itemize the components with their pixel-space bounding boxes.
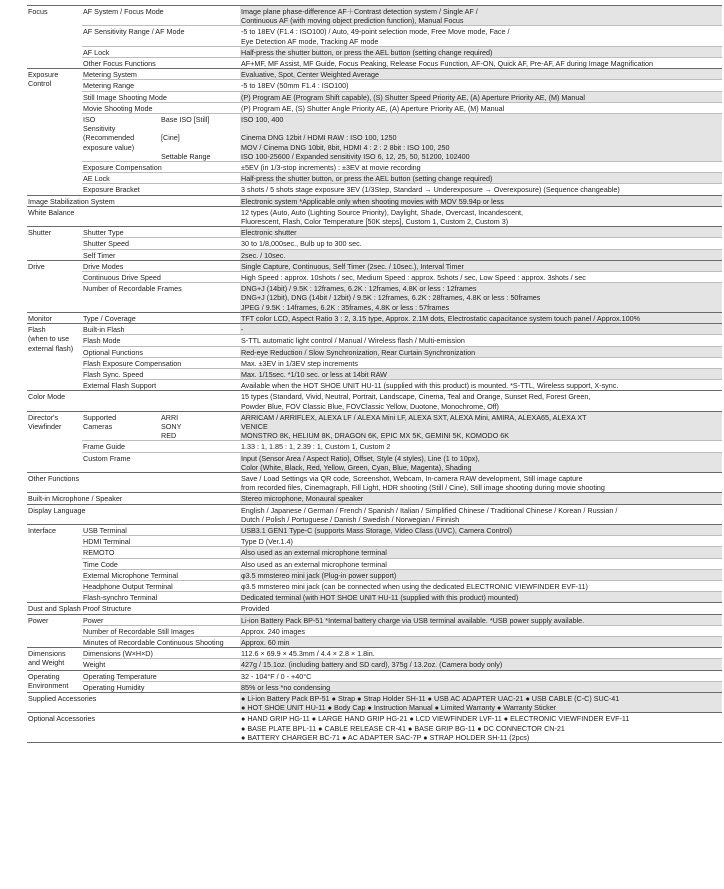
spec-value: Also used as an external microphone terminal — [241, 559, 387, 569]
spec-value: Electronic shutter — [240, 227, 722, 237]
spec-section — [27, 323, 722, 390]
spec-value: Red-eye Reduction / Slow Synchronization, Rear Curtain Synchronization — [240, 347, 722, 357]
spec-value: 112.6 × 69.9 × 45.3mm / 4.4 × 2.8 × 1.8in. — [241, 649, 375, 659]
spec-section — [27, 312, 722, 323]
spec-key: Flash Sync. Speed — [83, 369, 144, 379]
spec-value: USB3.1 GEN1 Type-C (supports Mass Storage, Video Class (UVC), Camera Control) — [240, 525, 722, 535]
spec-key-main: ISO Sensitivity (Recommended exposure value) — [83, 115, 135, 152]
spec-row — [82, 357, 722, 368]
spec-row — [82, 334, 722, 345]
spec-value: Image plane phase-difference AF＋Contrast detection system / Single AF / Continuous AF (with moving object prediction function), Manual Focus — [240, 6, 722, 25]
section-rows — [82, 261, 722, 312]
spec-key — [82, 412, 240, 441]
spec-value: TFT color LCD, Aspect Ratio 3 : 2, 3.15 type, Approx. 2.1M dots, Electrostatic capacitance system touch panel / Approx.100% — [240, 313, 722, 323]
spec-sheet — [27, 5, 722, 743]
spec-row — [82, 558, 722, 569]
spec-section — [27, 647, 722, 669]
spec-value: φ3.5 mmstereo mini jack (can be connected when using the dedicated ELECTRONIC VIEWFINDER EVF-11) — [241, 581, 588, 591]
spec-row — [82, 546, 722, 557]
spec-value: Dedicated terminal (with HOT SHOE UNIT HU-11 (supplied with this product) mounted) — [240, 592, 722, 602]
spec-key: Dimensions (W×H×D) — [83, 649, 153, 659]
spec-section — [27, 504, 722, 524]
spec-value: 32 - 104°F / 0 - +40°C — [241, 671, 312, 681]
section-rows — [82, 412, 722, 472]
section-label: Dust and Splash Proof Structure — [28, 604, 132, 614]
section-label: White Balance — [28, 207, 75, 217]
section-rows — [82, 671, 722, 692]
section-category: Flash (when to use external flash) — [28, 325, 74, 353]
spec-row — [82, 580, 722, 591]
spec-row — [82, 591, 722, 602]
spec-key: AE Lock — [83, 174, 110, 184]
section-rows — [82, 313, 722, 323]
section-value: Save / Load Settings via QR code, Screenshot, Webcam, In-camera RAW development, Still image capture from recorded files, Cinemagraph, Fill Light, HDR shooting (Still / Cine), Still image shooting during movie shooting — [241, 473, 605, 493]
spec-section — [27, 5, 722, 68]
spec-row — [82, 57, 722, 68]
spec-value: Half-press the shutter button, or press the AEL button (setting change required) — [240, 173, 722, 183]
section-value: Electronic system *Applicable only when shooting movies with MOV 59.94p or less — [240, 196, 722, 206]
spec-value: Available when the HOT SHOE UNIT HU-11 (supplied with this product) is mounted. *S-TTL, Wireless support, X-sync. — [241, 381, 619, 391]
spec-row — [82, 25, 722, 45]
spec-value: ISO 100, 400 Cinema DNG 12bit / HDMI RAW : ISO 100, 1250 MOV / Cinema DNG 10bit, 8bit, HDMI 4 : 2 : 2 8bit : ISO 100, 250 ISO 100-25600 / Expanded sensitivity ISO 6, 12, 25, 50, 51200, 102400 — [240, 114, 722, 161]
spec-value: High Speed : approx. 10shots / sec, Medium Speed : approx. 5shots / sec, Low Speed : approx. 3shots / sec — [241, 273, 586, 283]
spec-key: Operating Temperature — [83, 671, 157, 681]
spec-row — [82, 440, 722, 451]
spec-value: 30 to 1/8,000sec., Bulb up to 300 sec. — [241, 239, 362, 249]
section-category: Director's Viewfinder — [28, 412, 62, 431]
spec-value: Max. 1/15sec. *1/10 sec. or less at 14bit RAW — [240, 369, 722, 379]
spec-section — [27, 260, 722, 312]
spec-value: Li-ion Battery Pack BP-51 *Internal battery charge via USB terminal available. *USB power supply available. — [240, 615, 722, 625]
spec-key: Other Focus Functions — [83, 59, 156, 69]
spec-row — [82, 282, 722, 312]
spec-section — [27, 602, 722, 613]
spec-section — [27, 492, 722, 503]
section-label: Supplied Accessories — [28, 694, 97, 703]
spec-row — [82, 671, 722, 681]
spec-key: External Flash Support — [83, 381, 157, 391]
spec-key-main: Supported Cameras — [83, 412, 117, 431]
spec-row — [82, 79, 722, 90]
section-category: Monitor — [28, 313, 52, 323]
spec-value: 427g / 15.1oz. (including battery and SD card), 375g / 13.2oz. (Camera body only) — [240, 659, 722, 669]
spec-section — [27, 524, 722, 602]
section-rows — [82, 615, 722, 648]
spec-key: AF Sensitivity Range / AF Mode — [83, 27, 185, 37]
section-value: Stereo microphone, Monaural speaker — [240, 493, 722, 503]
section-rows — [82, 6, 722, 68]
spec-value: Single Capture, Continuous, Self Timer (2sec. / 10sec.), Interval Timer — [240, 261, 722, 271]
section-label: Display Language — [28, 505, 86, 515]
spec-row — [82, 615, 722, 625]
spec-key: Self Timer — [83, 250, 116, 260]
spec-section — [27, 614, 722, 648]
spec-value: ±5EV (in 1/3-stop increments) : ±3EV at movie recording — [241, 163, 421, 173]
section-category: Operating Environment — [28, 671, 69, 690]
spec-row — [82, 346, 722, 357]
spec-key: Type / Coverage — [83, 313, 136, 323]
spec-row — [82, 113, 722, 161]
section-category: Dimensions and Weight — [28, 649, 66, 668]
spec-value: - — [240, 324, 722, 334]
spec-key: Custom Frame — [83, 453, 131, 463]
spec-value: 1.33 : 1, 1.85 : 1, 2.39 : 1, Custom 1, Custom 2 — [241, 442, 391, 452]
spec-section — [27, 692, 722, 712]
spec-section — [27, 411, 722, 472]
spec-value: (P) Program AE (Program Shift capable), (S) Shutter Speed Priority AE, (A) Aperture Priority AE, (M) Manual — [240, 92, 722, 102]
section-category: Exposure Control — [28, 70, 59, 89]
section-rows — [82, 525, 722, 602]
spec-key: HDMI Terminal — [83, 537, 131, 547]
spec-key: Still Image Shooting Mode — [83, 92, 167, 102]
spec-key: External Microphone Terminal — [83, 570, 178, 580]
section-label: Color Mode — [28, 392, 66, 402]
spec-row — [82, 681, 722, 692]
spec-value: S-TTL automatic light control / Manual / Wireless flash / Multi-emission — [241, 336, 465, 346]
section-category: Drive — [28, 261, 45, 271]
spec-value: Evaluative, Spot, Center Weighted Average — [240, 69, 722, 79]
spec-value: 2sec. / 10sec. — [240, 250, 722, 260]
spec-row — [82, 412, 722, 441]
section-category: Interface — [28, 525, 56, 535]
spec-key: Minutes of Recordable Continuous Shooting — [83, 637, 224, 647]
spec-value: φ3.5 mmstereo mini jack (Plug-in power support) — [240, 570, 722, 580]
spec-section — [27, 195, 722, 206]
spec-row — [82, 658, 722, 669]
spec-key: Time Code — [83, 559, 118, 569]
section-category: Focus — [28, 7, 48, 16]
spec-row — [82, 368, 722, 379]
spec-value: Approx. 60 min — [240, 637, 722, 647]
spec-key: Drive Modes — [83, 261, 124, 271]
spec-row — [82, 271, 722, 282]
spec-key: Optional Functions — [83, 347, 143, 357]
spec-row — [82, 313, 722, 323]
spec-value: Approx. 240 images — [241, 626, 305, 636]
spec-value: AF+MF, MF Assist, MF Guide, Focus Peaking, Release Focus Function, AF-ON, Quick AF, Pre-AF, AF during Image Magnification — [241, 59, 654, 69]
spec-key: Metering Range — [83, 81, 135, 91]
spec-value: ARRICAM / ARRIFLEX, ALEXA LF / ALEXA Mini LF, ALEXA SXT, ALEXA Mini, AMIRA, ALEXA65, ALEXA XT VENICE MONSTRO 8K, HELIUM 8K, DRAGON 6K, EPIC MX 5K, GEMINI 5K, KOMODO 6K — [240, 412, 722, 441]
spec-row — [82, 535, 722, 546]
spec-key: Number of Recordable Still Images — [83, 626, 195, 636]
section-rows — [82, 324, 722, 390]
spec-key: Flash-synchro Terminal — [83, 593, 158, 603]
spec-key: Shutter Speed — [83, 239, 129, 249]
section-value: Provided — [241, 604, 270, 614]
section-rows — [82, 69, 722, 194]
spec-value: 85% or less *no condensing — [240, 682, 722, 692]
spec-row — [82, 102, 722, 113]
section-value: 15 types (Standard, Vivid, Neutral, Portrait, Landscape, Cinema, Teal and Orange, Sunset Red, Forest Green, Powder Blue, FOV Classic Blue, FOVClassic Yellow, Duotone, Monochrome, Off) — [241, 392, 591, 411]
spec-row — [82, 249, 722, 260]
spec-key: USB Terminal — [83, 525, 127, 535]
spec-section — [27, 68, 722, 194]
spec-value: -5 to 18EV (F1.4 : ISO100) / Auto, 49-point selection mode, Free Move mode, Face / Eye Detection AF mode, Tracking AF mode — [241, 27, 510, 46]
section-label: Other Functions — [28, 473, 80, 483]
spec-key: Weight — [83, 660, 106, 670]
section-label: Optional Accessories — [28, 714, 96, 724]
spec-row — [82, 452, 722, 472]
spec-key: Flash Mode — [83, 336, 121, 346]
spec-key: Metering System — [83, 70, 137, 80]
spec-row — [82, 46, 722, 57]
spec-row — [82, 227, 722, 237]
spec-value: DNG+J (14bit) / 9.5K : 12frames, 6.2K : 12frames, 4.8K or less : 12frames DNG+J (12bit), DNG (14bit / 12bit) / 9.5K : 12frames, 6.2K : 28frames, 4.8K or less : 50frames JPEG / 9.5K : 14frames, 6.2K : 35frames, 4.8K or less : 57frames — [240, 283, 722, 312]
spec-value: -5 to 18EV (50mm F1.4 : ISO100) — [241, 81, 349, 91]
spec-value: Max. ±3EV in 1/3EV step increments — [241, 358, 359, 368]
section-value: ● Li-ion Battery Pack BP-51 ● Strap ● Strap Holder SH-11 ● USB AC ADAPTER UAC-21 ● USB CABLE (C-C) SUC-41 ● HOT SHOE UNIT HU-11 ● Body Cap ● Instruction Manual ● Limited Warranty ● Warranty Sticker — [240, 693, 722, 712]
spec-key-sub: ARRI SONY RED — [161, 412, 182, 441]
section-label: Image Stabilization System — [28, 196, 115, 206]
section-label: Built-in Microphone / Speaker — [28, 494, 123, 504]
spec-value: 3 shots / 5 shots stage exposure 3EV (1/3Step, Standard → Underexposure → Overexposure) (Sequence changeable) — [241, 185, 620, 195]
spec-section — [27, 472, 722, 492]
spec-key: Built-in Flash — [83, 325, 125, 335]
spec-row — [82, 237, 722, 248]
spec-row — [82, 261, 722, 271]
section-value: English / Japanese / German / French / Spanish / Italian / Simplified Chinese / Traditional Chinese / Korean / Russian / Dutch / Polish / Portuguese / Danish / Swedish / Norwegian / Finnish — [241, 505, 618, 524]
spec-key: Continuous Drive Speed — [83, 273, 161, 283]
spec-value: Input (Sensor Area / Aspect Ratio), Offset, Style (4 styles), Line (1 to 10px), Color (White, Black, Red, Yellow, Green, Cyan, Blue, Magenta), Shading — [240, 453, 722, 472]
spec-row — [82, 379, 722, 390]
spec-section — [27, 670, 722, 692]
section-rows — [82, 648, 722, 669]
spec-row — [82, 183, 722, 194]
section-value: 12 types (Auto, Auto (Lighting Source Priority), Daylight, Shade, Overcast, Incandescent, Fluorescent, Flash, Color Temperature [50K steps], Custom 1, Custom 2, Custom 3) — [241, 207, 524, 227]
spec-key: Exposure Compensation — [83, 163, 162, 173]
spec-section — [27, 390, 722, 410]
spec-row — [82, 625, 722, 636]
spec-key: Power — [83, 615, 104, 625]
section-category: Power — [28, 615, 49, 625]
section-rows — [82, 227, 722, 260]
spec-key: Number of Recordable Frames — [83, 284, 182, 294]
spec-key: AF Lock — [83, 47, 110, 57]
spec-key: Frame Guide — [83, 442, 125, 452]
spec-value: Half-press the shutter button, or press the AEL button (setting change required) — [240, 47, 722, 57]
spec-row — [82, 525, 722, 535]
spec-key: AF System / Focus Mode — [83, 7, 164, 16]
spec-value: (P) Program AE, (S) Shutter Angle Priority AE, (A) Aperture Priority AE, (M) Manual — [241, 103, 505, 113]
spec-row — [82, 6, 722, 25]
spec-key: Movie Shooting Mode — [83, 103, 153, 113]
spec-key: Headphone Output Terminal — [83, 581, 173, 591]
spec-row — [82, 636, 722, 647]
spec-key: Shutter Type — [83, 228, 124, 238]
spec-row — [82, 161, 722, 172]
spec-section — [27, 226, 722, 260]
spec-key: Operating Humidity — [83, 682, 145, 692]
spec-row — [82, 324, 722, 334]
section-category: Shutter — [28, 228, 52, 238]
spec-row — [82, 172, 722, 183]
spec-value: Also used as an external microphone terminal — [240, 547, 722, 557]
spec-key: Flash Exposure Compensation — [83, 358, 182, 368]
spec-row — [82, 91, 722, 102]
spec-key: REMOTO — [83, 548, 115, 558]
spec-section — [27, 206, 722, 226]
spec-row — [82, 569, 722, 580]
spec-key-sub: Base ISO [Still] [Cine] Settable Range — [161, 115, 211, 161]
spec-row — [82, 69, 722, 79]
spec-key — [82, 114, 240, 161]
spec-key: Exposure Bracket — [83, 185, 140, 195]
spec-row — [82, 648, 722, 658]
spec-section — [27, 712, 722, 743]
section-value: ● HAND GRIP HG-11 ● LARGE HAND GRIP HG-21 ● LCD VIEWFINDER LVF-11 ● ELECTRONIC VIEWFINDER EVF-11 ● BASE PLATE BPL-11 ● CABLE RELEASE CR-41 ● BASE GRIP BG-11 ● DC CONNECTOR CN-21 ● BATTERY CHARGER BC-71 ● AC ADAPTER SAC-7P ● STRAP HOLDER SH-11 (2pcs) — [241, 714, 630, 742]
spec-value: Type D (Ver.1.4) — [241, 537, 293, 547]
